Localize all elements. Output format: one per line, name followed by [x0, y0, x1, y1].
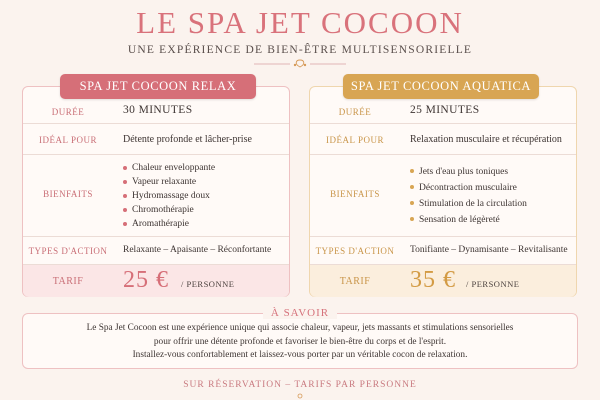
duration-label: DURÉE — [338, 107, 372, 117]
relax-benefits-list — [123, 161, 215, 231]
relax-title-tag: SPA JET COCOON RELAX — [60, 74, 256, 99]
relax-card — [22, 86, 290, 297]
relax-tarif-row — [23, 264, 289, 297]
aqua-benefits-row — [310, 154, 576, 236]
info-line: Installez-vous confortablement et laissez-vous porter par un véritable cocon de relaxation. — [132, 350, 468, 360]
info-title — [0, 307, 600, 319]
page-title: LE SPA JET COCOON — [136, 5, 464, 40]
benefits-label: BIENFAITS — [43, 189, 93, 199]
list-item: Vapeur relaxante — [123, 175, 215, 189]
relax-types-row — [23, 236, 289, 264]
relax-per-person: / PERSONNE — [181, 279, 235, 289]
tarif-label: TARIF — [339, 276, 371, 287]
list-item: Sensation de légèreté — [410, 212, 527, 228]
aquatica-card — [309, 86, 577, 297]
relax-ideal-value: Détente profonde et lâcher-prise — [123, 134, 252, 145]
duration-label: DURÉE — [51, 107, 85, 117]
footer-note: SUR RÉSERVATION – TARIFS PAR PERSONNE — [183, 380, 417, 390]
aqua-duration-value: 25 MINUTES — [410, 104, 480, 116]
aqua-per-person: / PERSONNE — [466, 279, 520, 289]
relax-price: 25 € — [123, 267, 169, 293]
aquatica-title-tag: SPA JET COCOON AQUATICA — [343, 74, 539, 99]
ideal-label: IDÉAL POUR — [326, 135, 384, 145]
relax-duration-value: 30 MINUTES — [123, 104, 193, 116]
page-subtitle: UNE EXPÉRIENCE DE BIEN-ÊTRE MULTISENSORIELLE — [127, 44, 473, 56]
types-label: TYPES D'ACTION — [28, 246, 108, 256]
relax-ideal-row — [23, 123, 289, 154]
ideal-label: IDÉAL POUR — [39, 135, 97, 145]
types-label: TYPES D'ACTION — [315, 246, 395, 256]
aqua-price: 35 € — [410, 267, 456, 293]
list-item: Chaleur enveloppante — [123, 161, 215, 175]
aqua-tarif-row — [310, 264, 576, 297]
ornament-divider — [0, 59, 600, 69]
aqua-benefits-list — [410, 164, 527, 228]
relax-benefits-row — [23, 154, 289, 236]
list-item: Aromathérapie — [123, 217, 215, 231]
info-line: pour offrir une détente profonde et favoriser le bien-être du corps et de l'esprit. — [153, 336, 447, 347]
info-title-text: À SAVOIR — [263, 307, 337, 319]
info-text — [22, 322, 578, 363]
aqua-types-row — [310, 236, 576, 264]
list-item: Hydromassage doux — [123, 189, 215, 203]
tarif-label: TARIF — [52, 276, 84, 287]
list-item: Jets d'eau plus toniques — [410, 164, 527, 180]
benefits-label: BIENFAITS — [330, 189, 380, 199]
relax-types-value: Relaxante – Apaisante – Réconfortante — [123, 245, 272, 255]
list-item: Stimulation de la circulation — [410, 196, 527, 212]
list-item: Chromothérapie — [123, 203, 215, 217]
info-line: Le Spa Jet Cocoon est une expérience unique qui associe chaleur, vapeur, jets massants et stimulations sensorielles — [86, 323, 514, 333]
aqua-ideal-value: Relaxation musculaire et récupération — [410, 134, 562, 145]
list-item: Décontraction musculaire — [410, 180, 527, 196]
footer-ornament — [0, 392, 600, 400]
aqua-ideal-row — [310, 123, 576, 154]
aqua-types-value: Tonifiante – Dynamisante – Revitalisante — [410, 245, 568, 255]
